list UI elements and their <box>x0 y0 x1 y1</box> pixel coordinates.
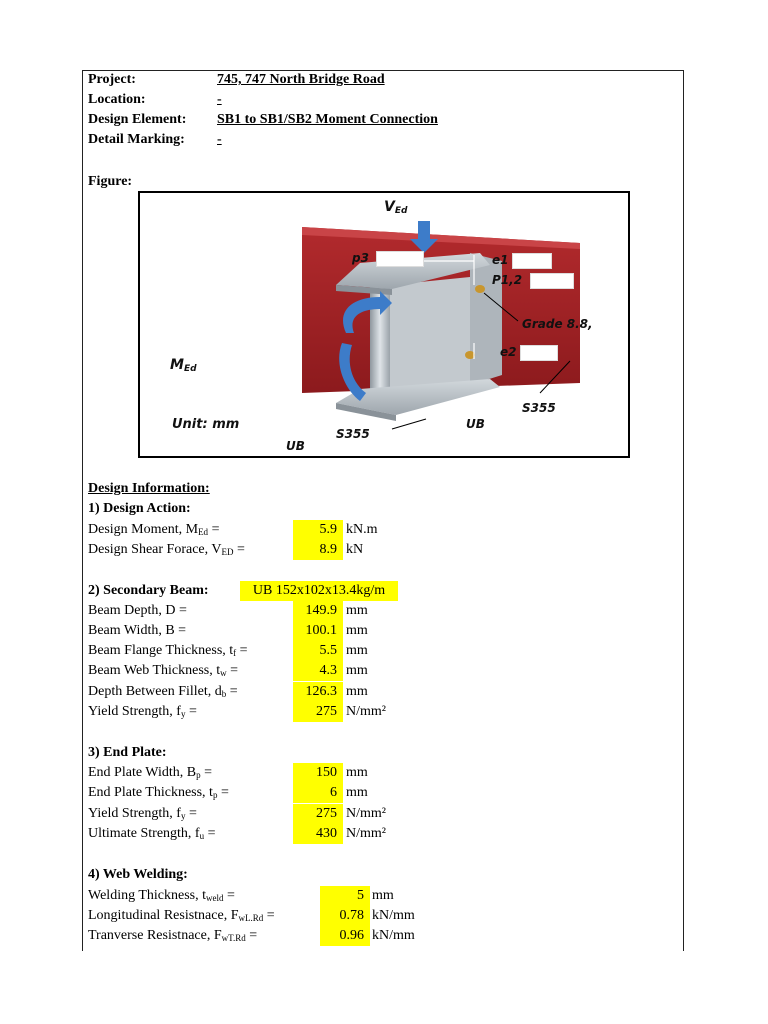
connection-figure <box>138 191 630 458</box>
p12-label: P1,2 <box>492 273 523 287</box>
secondary-beam-grade-label: S355 <box>336 427 370 441</box>
detail-marking-label: Detail Marking: <box>88 132 185 147</box>
design-element-value: SB1 to SB1/SB2 Moment Connection <box>217 112 438 127</box>
plate-yield-strength-label: Yield Strength, $f_y$ = <box>88 806 197 821</box>
design-shear-label: Design Shear Forace, $V_{ED}$ = <box>88 542 245 557</box>
med-label: $M_{Ed}$ <box>170 357 197 374</box>
p3-value-box <box>376 251 424 267</box>
web-thickness-label: Beam Web Thickness, $t_w$ = <box>88 663 239 678</box>
figure-label: Figure: <box>88 174 133 189</box>
transverse-resistance-value[interactable]: 0.96 <box>320 926 370 946</box>
transverse-resistance-label: Tranverse Resistnace, $F_{wT.Rd}$ = <box>88 928 258 943</box>
secondary-beam-section[interactable]: UB 152x102x13.4kg/m <box>240 581 398 601</box>
web-thickness-unit: mm <box>346 663 368 678</box>
project-label: Project: <box>88 72 136 87</box>
design-moment-unit: kN.m <box>346 522 378 537</box>
beam-width-unit: mm <box>346 623 368 638</box>
end-plate-width-unit: mm <box>346 765 368 780</box>
ved-arrow-shaft <box>418 221 430 241</box>
design-element-label: Design Element: <box>88 112 187 127</box>
design-shear-value[interactable]: 8.9 <box>293 540 343 560</box>
p12-value-box <box>530 273 574 289</box>
flange-thickness-unit: mm <box>346 643 368 658</box>
plate-yield-strength-unit: N/mm² <box>346 806 386 821</box>
bolt-grade-label: Grade 8.8, <box>522 317 593 331</box>
beam-depth-value[interactable]: 149.9 <box>293 601 343 621</box>
end-plate-thickness-unit: mm <box>346 785 368 800</box>
flange-thickness-value[interactable]: 5.5 <box>293 641 343 661</box>
weld-thickness-label: Welding Thickness, $t_{weld}$ = <box>88 888 235 903</box>
primary-beam-grade-label: S355 <box>522 401 556 415</box>
plate-yield-strength-value[interactable]: 275 <box>293 804 343 824</box>
weld-thickness-value[interactable]: 5 <box>320 886 370 906</box>
fillet-depth-value[interactable]: 126.3 <box>293 682 343 702</box>
end-plate-width-label: End Plate Width, $B_p$ = <box>88 765 212 780</box>
fillet-depth-label: Depth Between Fillet, $d_b$ = <box>88 684 238 699</box>
p3-label: p3 <box>352 251 369 265</box>
fillet-depth-unit: mm <box>346 684 368 699</box>
beam-yield-strength-unit: N/mm² <box>346 704 386 719</box>
e2-label: e2 <box>500 345 517 359</box>
plate-ultimate-strength-unit: N/mm² <box>346 826 386 841</box>
project-value: 745, 747 North Bridge Road <box>217 72 385 87</box>
design-information-title: Design Information: <box>88 481 210 496</box>
beam-depth-unit: mm <box>346 603 368 618</box>
beam-yield-strength-value[interactable]: 275 <box>293 702 343 722</box>
beam-depth-label: Beam Depth, D = <box>88 603 187 618</box>
end-plate-thickness-label: End Plate Thickness, $t_p$ = <box>88 785 229 800</box>
primary-beam-type-label: UB <box>466 417 485 431</box>
ved-label: $V_{Ed}$ <box>384 199 408 216</box>
longitudinal-resistance-value[interactable]: 0.78 <box>320 906 370 926</box>
secondary-beam-title: 2) Secondary Beam: <box>88 583 209 598</box>
e2-value-box <box>520 345 558 361</box>
transverse-resistance-unit: kN/mm <box>372 928 415 943</box>
end-plate-title: 3) End Plate: <box>88 745 167 760</box>
end-plate-width-value[interactable]: 150 <box>293 763 343 783</box>
longitudinal-resistance-label: Longitudinal Resistnace, $F_{wL.Rd}$ = <box>88 908 275 923</box>
unit-label: Unit: mm <box>172 417 240 432</box>
location-value: - <box>217 92 222 107</box>
design-moment-label: Design Moment, $M_{Ed}$ = <box>88 522 220 537</box>
flange-thickness-label: Beam Flange Thickness, $t_f$ = <box>88 643 248 658</box>
detail-marking-value: - <box>217 132 222 147</box>
web-thickness-value[interactable]: 4.3 <box>293 661 343 681</box>
plate-ultimate-strength-label: Ultimate Strength, $f_u$ = <box>88 826 216 841</box>
design-moment-value[interactable]: 5.9 <box>293 520 343 540</box>
design-shear-unit: kN <box>346 542 364 557</box>
beam-width-value[interactable]: 100.1 <box>293 621 343 641</box>
secondary-beam-type-label: UB <box>286 439 305 453</box>
e1-value-box <box>512 253 552 269</box>
top-bolt <box>475 285 485 293</box>
beam-width-label: Beam Width, B = <box>88 623 187 638</box>
design-action-title: 1) Design Action: <box>88 501 191 516</box>
plate-ultimate-strength-value[interactable]: 430 <box>293 824 343 844</box>
web-welding-title: 4) Web Welding: <box>88 867 188 882</box>
longitudinal-resistance-unit: kN/mm <box>372 908 415 923</box>
end-plate-thickness-value[interactable]: 6 <box>293 783 343 803</box>
e1-label: e1 <box>492 253 509 267</box>
weld-thickness-unit: mm <box>372 888 394 903</box>
location-label: Location: <box>88 92 146 107</box>
beam-yield-strength-label: Yield Strength, $f_y$ = <box>88 704 197 719</box>
